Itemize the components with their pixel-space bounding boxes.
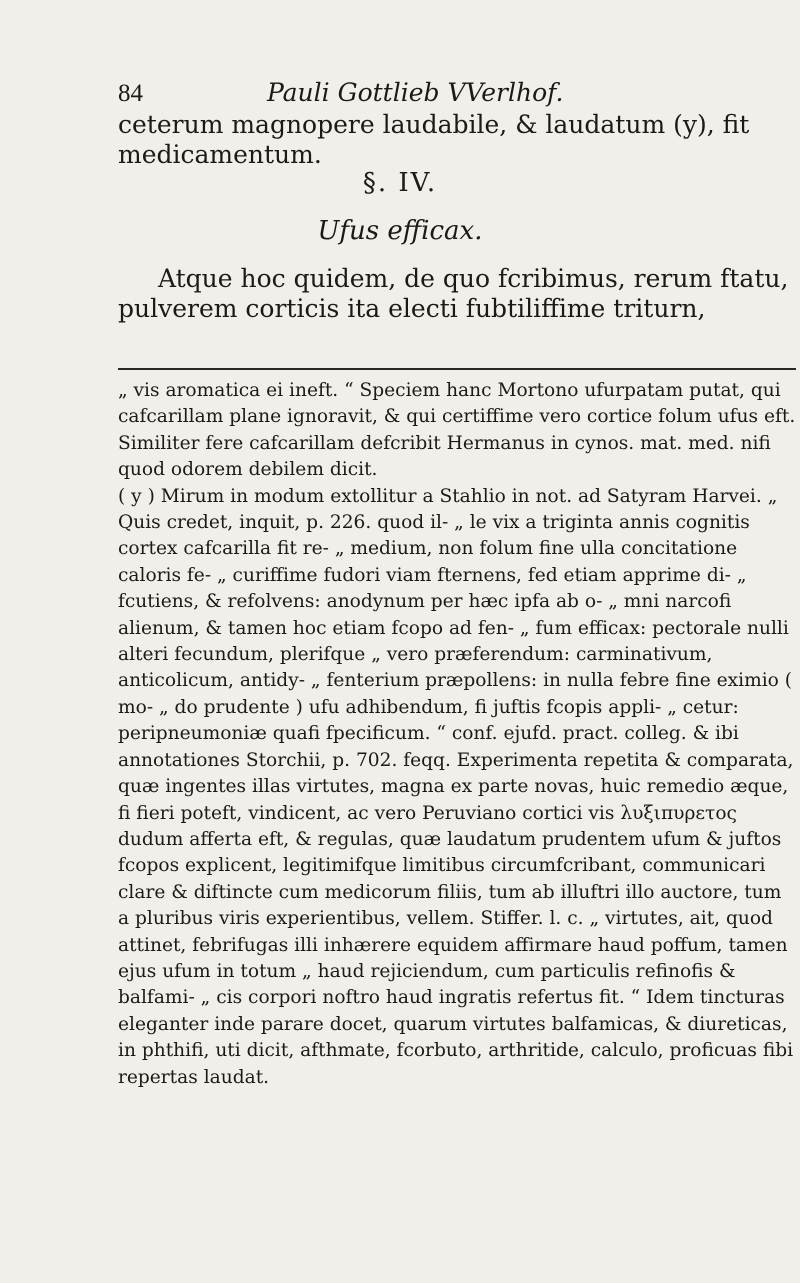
section-title: Ufus efficax.: [317, 216, 483, 246]
section-number: §. IV.: [362, 168, 438, 198]
running-head: Pauli Gottlieb VVerlhof.: [266, 78, 564, 107]
footnotes: [118, 378, 796, 1091]
footnote-y: ( y ) Mirum in modum extollitur a Stahlio in not. ad Satyram Harvei. „ Quis credet, inquit, p. 226. quod il- „ le vix a triginta annis cognitis cortex cafcarilla fit re- „ medium, non folum fine ulla concitatione caloris fe- „ curiffime fudori viam fternens, fed etiam apprime di- „ fcutiens, & refolvens: anodynum per hæc ipfa ab o- „ mni narcofi alienum, & tamen hoc etiam fcopo ad fen- „ fum efficax: pectorale nulli alteri fecundum, plerifque „ vero præferendum: carminativum, anticolicum, antidy- „ fenterium præpollens: in nulla febre fine eximio ( mo- „ do prudente ) ufu adhibendum, fi juftis fcopis appli- „ cetur: peripneumoniæ quafi fpecificum. “ conf. ejufd. pract. colleg. & ibi annotationes Storchii, p. 702. feqq. Experimenta repetita & comparata, quæ ingentes illas virtutes, magna ex parte novas, huic remedio æque, fi fieri poteft, vindicent, ac vero Peruviano cortici vis λυξιπυρετος dudum afferta eft, & regulas, quæ laudatum prudentem ufum & juftos fcopos explicent, legitimifque limitibus circumfcribant, communicari clare & diftincte cum medicorum filiis, tum ab illuftri illo auctore, tum a pluribus viris experientibus, vellem. Stiffer. l. c. „ virtutes, ait, quod attinet, febrifugas illi inhærere equidem affirmare haud poffum, tamen ejus ufum in totum „ haud rejiciendum, cum particulis refinofis & balfami- „ cis corpori noftro haud ingratis refertus fit. “ Idem tincturas eleganter inde parare docet, quarum virtutes balfamicas, & diureticas, in phthifi, uti dicit, afthmate, fcorbuto, arthritide, calculo, proficuas fibi repertas laudat.: [118, 485, 794, 1088]
footnote-rule: [118, 368, 796, 370]
top-text: ceterum magnopere laudabile, & laudatum (y), fit medicamentum.: [118, 110, 750, 169]
main-paragraph: Atque hoc quidem, de quo fcribimus, rerum ftatu, pulverem corticis ita electi fubtiliffime triturn,: [118, 264, 789, 323]
footnote-x: „ vis aromatica ei ineft. “ Speciem hanc Mortono ufurpatam putat, qui cafcarillam plane ignoravit, & qui certiffime vero cortice folum ufus eft. Similiter fere cafcarillam defcribit Hermanus in cynos. mat. med. nifi quod odorem debilem dicit.: [118, 380, 796, 481]
page-number: 84: [118, 80, 143, 107]
running-header: [118, 78, 738, 109]
